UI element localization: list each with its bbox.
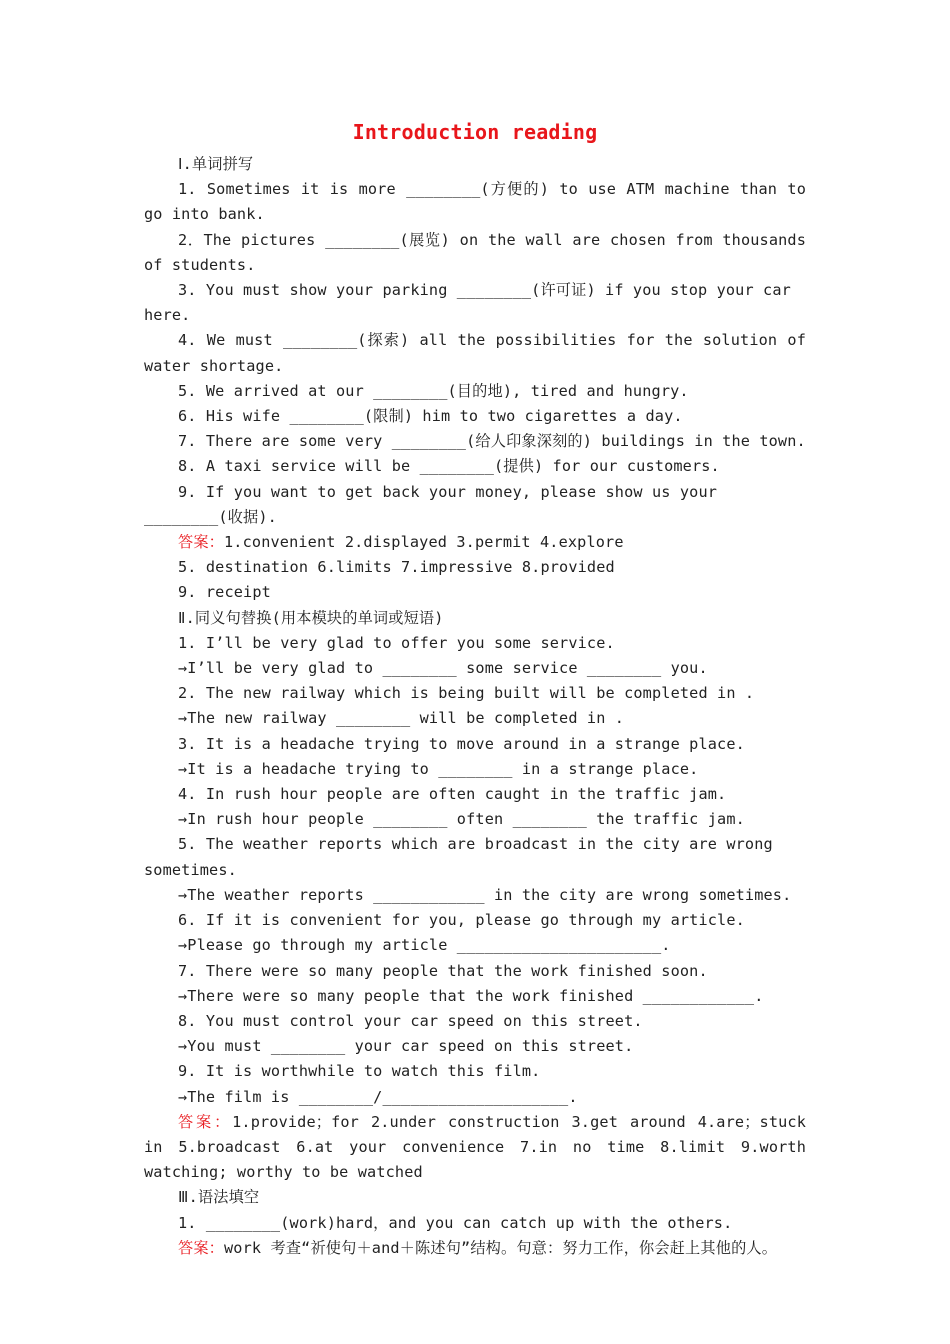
s3-answer-text: work 考查“祈使句＋and＋陈述句”结构。句意：努力工作，你会赶上其他的人。: [224, 1238, 778, 1257]
document-body: [144, 152, 806, 1261]
s2-line-5: 3. It is a headache trying to move around in a strange place.: [178, 734, 745, 753]
s2-line-18: →The film is ________/____________________.: [178, 1087, 578, 1106]
s2-line-14: →There were so many people that the work finished ____________.: [178, 986, 764, 1005]
s2-line-8: →In rush hour people ________ often ________ the traffic jam.: [178, 810, 745, 829]
s2-line-3: 2. The new railway which is being built will be completed in .: [178, 684, 755, 703]
s1-item-6: 6. His wife ________(限制) him to two cigarettes a day.: [178, 407, 683, 426]
section-1-heading: Ⅰ.单词拼写: [178, 155, 254, 173]
s3-item-1: 1. ________(work)hard，and you can catch up with the others.: [178, 1213, 733, 1232]
s2-line-16: →You must ________ your car speed on this street.: [178, 1037, 634, 1056]
s1-item-1: 1. Sometimes it is more ________(方便的) to use ATM machine than to go into bank.: [144, 180, 806, 224]
s1-item-2: 2．The pictures ________(展览) on the wall are chosen from thousands of students.: [144, 230, 806, 274]
s2-line-12: →Please go through my article ______________________.: [178, 936, 671, 955]
s1-item-7: 7. There are some very ________(给人印象深刻的) buildings in the town.: [178, 432, 806, 451]
answer-label: 答案：: [178, 1112, 233, 1131]
s2-line-13: 7. There were so many people that the work finished soon.: [178, 961, 708, 980]
s1-item-5: 5. We arrived at our ________(目的地), tired and hungry.: [178, 381, 689, 400]
s2-answer-text: 1.provide；for 2.under construction 3.get around 4.are；stuck in 5.broadcast 6.at your convenience 7.in no time 8.limit 9.worth watching; worthy to be watched: [144, 1112, 806, 1182]
s2-line-7: 4. In rush hour people are often caught in the traffic jam.: [178, 785, 727, 804]
s1-item-8: 8. A taxi service will be ________(提供) for our customers.: [178, 457, 720, 476]
document-title: Introduction reading: [352, 120, 598, 144]
section-3-heading: Ⅲ.语法填空: [178, 1188, 260, 1207]
s2-line-11: 6. If it is convenient for you, please go through my article.: [178, 911, 745, 930]
s2-line-10: →The weather reports ____________ in the city are wrong sometimes.: [178, 885, 792, 904]
s2-line-9: 5. The weather reports which are broadcast in the city are wrong sometimes.: [144, 835, 773, 879]
s1-item-9: 9. If you want to get back your money, please show us your ________(收据).: [144, 482, 718, 526]
s1-item-3: 3. You must show your parking ________(许可证) if you stop your car here.: [144, 281, 791, 325]
s1-item-4: 4. We must ________(探索) all the possibilities for the solution of water shortage.: [144, 331, 806, 375]
s1-answer-line-1: [144, 530, 806, 555]
s2-line-4: →The new railway ________ will be completed in .: [178, 709, 625, 728]
s2-answer: [144, 1110, 806, 1186]
answer-label: 答案：: [178, 1238, 225, 1257]
s2-line-1: 1. I’ll be very glad to offer you some service.: [178, 633, 615, 652]
s1-answer-text-1: 1.convenient 2.displayed 3.permit 4.explore: [224, 533, 624, 552]
s1-answer-line-3: 9. receipt: [178, 583, 271, 602]
s2-line-6: →It is a headache trying to ________ in a strange place.: [178, 759, 699, 778]
s1-answer-line-2: 5. destination 6.limits 7.impressive 8.provided: [178, 558, 615, 577]
section-2-heading: Ⅱ.同义句替换(用本模块的单词或短语): [178, 608, 444, 627]
s3-answer: [144, 1236, 806, 1261]
s2-line-15: 8. You must control your car speed on this street.: [178, 1011, 643, 1030]
s2-line-17: 9. It is worthwhile to watch this film.: [178, 1062, 541, 1081]
answer-label: 答案：: [178, 533, 225, 552]
s2-line-2: →I’ll be very glad to ________ some service ________ you.: [178, 659, 708, 678]
